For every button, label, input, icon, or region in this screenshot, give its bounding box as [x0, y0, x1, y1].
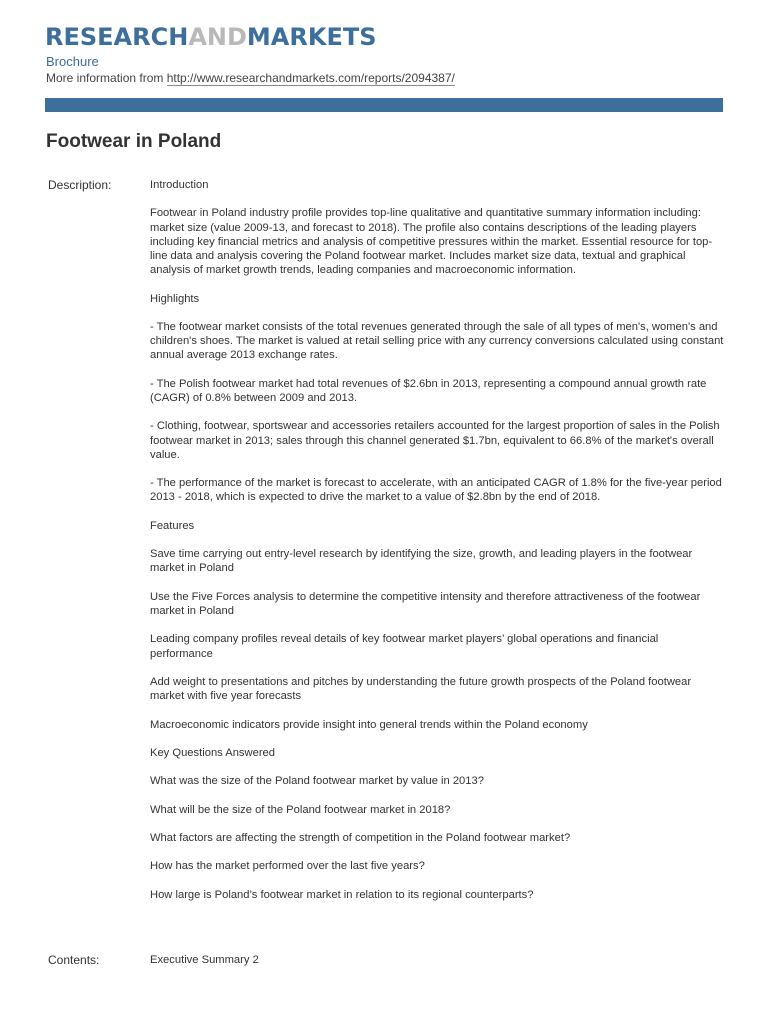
paragraph: Add weight to presentations and pitches by understanding the future growth prospects of the Poland footwear market with five year forecasts [150, 675, 692, 703]
paragraph: Use the Five Forces analysis to determine the competitive intensity and therefore attractiveness of the footwear market in Poland [150, 590, 701, 617]
paragraph: Save time carrying out entry-level research by identifying the size, growth, and leading players in the footwear market in Poland [150, 548, 693, 575]
report-link[interactable]: http://www.researchandmarkets.com/reports/2094387/ [166, 71, 455, 85]
paragraph: - The performance of the market is forecast to accelerate, with an anticipated CAGR of 1.8% for the five-year period 2013 - 2018, which is expected to drive the market to a value of $2.8bn by the end of 2018. [150, 477, 722, 504]
paragraph: What will be the size of the Poland footwear market in 2018? [150, 803, 451, 816]
contents-label: Contents: [48, 953, 100, 967]
paragraph: - The footwear market consists of the total revenues generated through the sale of all types of men's, women's and children's shoes. The market is valued at retail selling price with any currency conversions calculated using constant annual average 2013 exchange rates. [150, 320, 724, 362]
paragraph: How has the market performed over the last five years? [150, 860, 425, 873]
paragraph: Features [150, 519, 195, 532]
contents-first-item: Executive Summary 2 [150, 954, 259, 966]
paragraph: - The Polish footwear market had total revenues of $2.6bn in 2013, representing a compound annual growth rate (CAGR) of 0.8% between 2009 and 2013. [150, 377, 707, 404]
logo-research: RESEARCH [45, 23, 189, 51]
paragraph: Macroeconomic indicators provide insight into general trends within the Poland economy [150, 718, 588, 731]
page-title: Footwear in Poland [46, 131, 222, 152]
header-divider-bar [45, 98, 723, 112]
paragraph: Footwear in Poland industry profile provides top-line qualitative and quantitative summary information including: market size (value 2009-13, and forecast to 2018). The profile also contains descriptions of the leading players including key financial metrics and analysis of competitive pressures within the market. Essential resource for top-line data and analysis covering the Poland footwear market. Includes market size data, textual and graphical analysis of market growth trends, leading companies and macroeconomic information. [150, 207, 713, 277]
paragraph: What was the size of the Poland footwear market by value in 2013? [150, 775, 484, 788]
logo-markets: MARKETS [246, 23, 377, 51]
paragraph: Introduction [150, 179, 209, 191]
paragraph: - Clothing, footwear, sportswear and accessories retailers accounted for the largest proportion of sales in the Polish footwear market in 2013; sales through this channel generated $1.7bn, equivalent to 66.8% of the market's overall value. [150, 420, 720, 461]
paragraph: What factors are affecting the strength of competition in the Poland footwear market? [150, 832, 571, 845]
paragraph: Key Questions Answered [150, 746, 275, 759]
description-body [150, 178, 724, 916]
more-info-prefix: More information from [46, 71, 167, 85]
paragraph: Highlights [150, 292, 200, 305]
paragraph: Leading company profiles reveal details of key footwear market players’ global operations and financial performance [150, 633, 659, 660]
brochure-heading: Brochure [46, 54, 99, 69]
more-info-line [46, 70, 455, 86]
paragraph: How large is Poland’s footwear market in relation to its regional counterparts? [150, 888, 534, 901]
description-label: Description: [48, 178, 112, 192]
researchandmarkets-logo[interactable] [45, 21, 377, 53]
logo-and: AND [188, 23, 247, 51]
